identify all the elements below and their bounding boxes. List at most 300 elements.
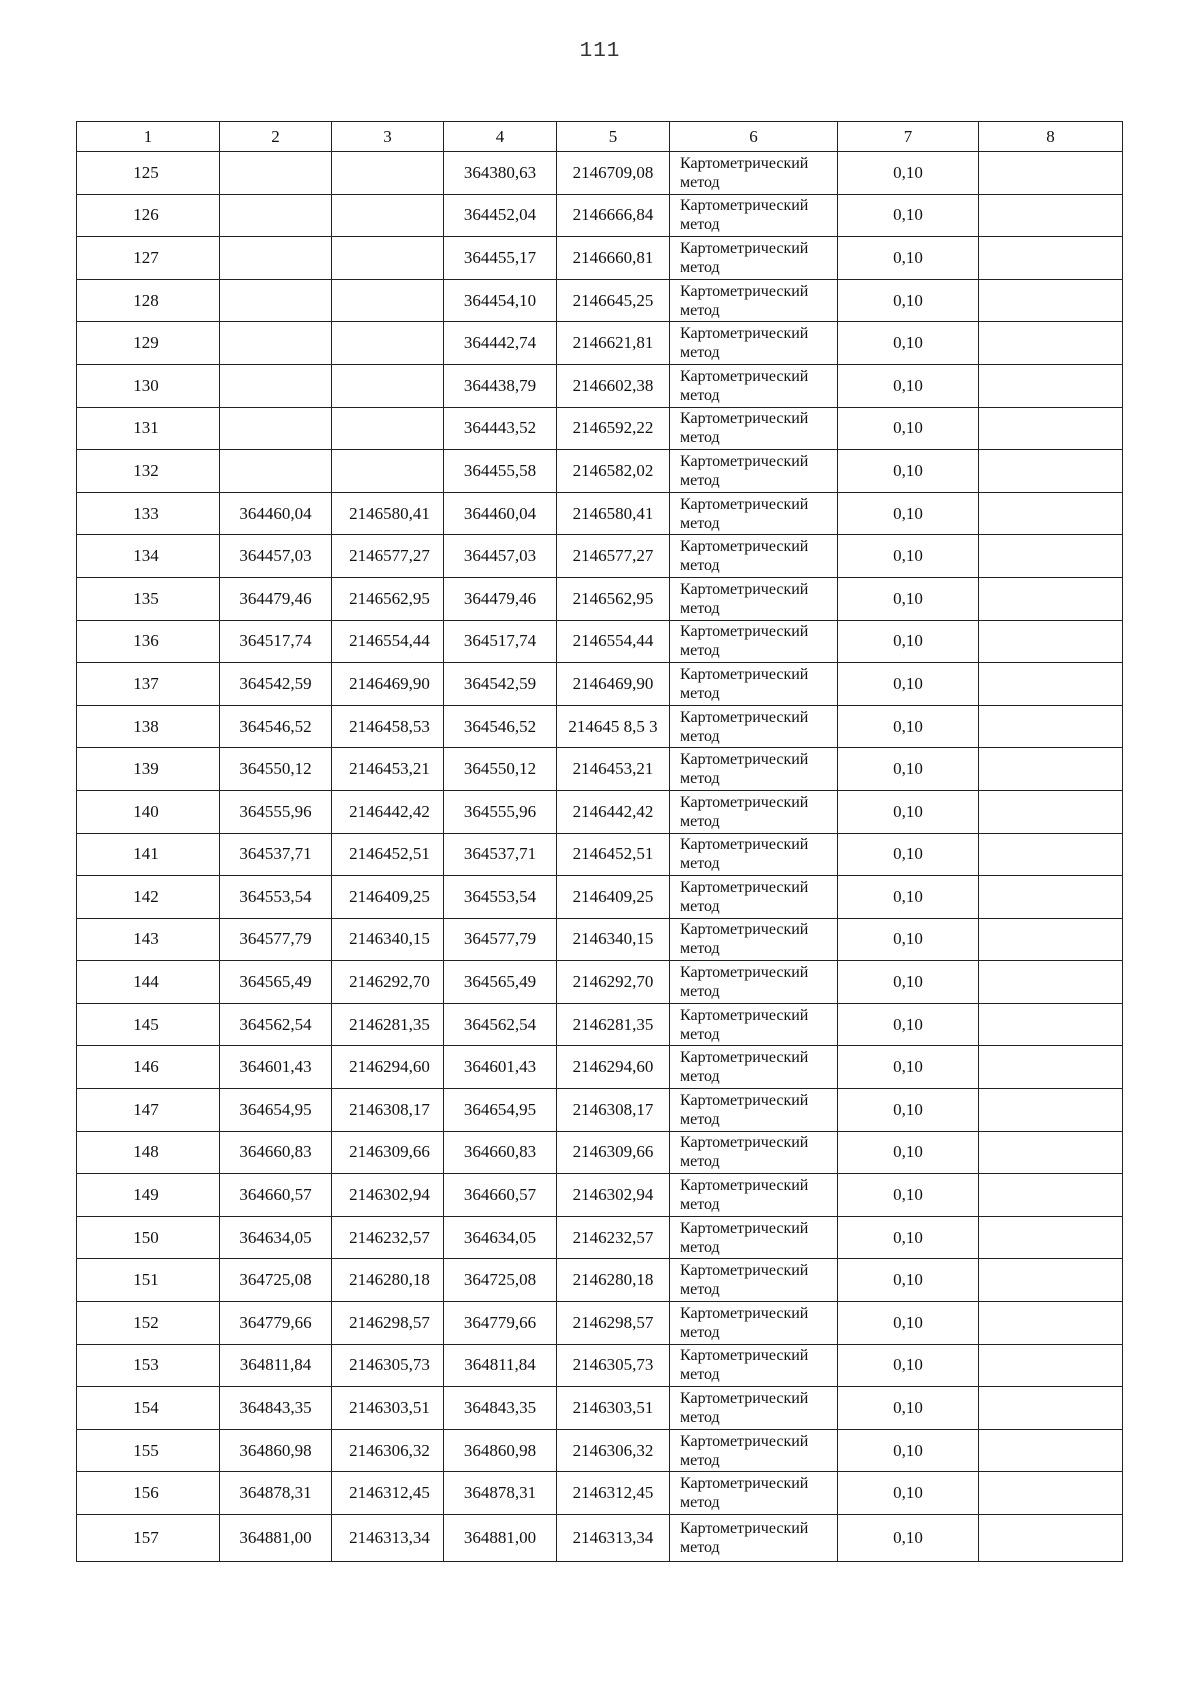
old-y-cell [332, 279, 444, 322]
method-cell [670, 535, 838, 578]
table-row [77, 279, 1123, 322]
accuracy-cell: 0,10 [838, 876, 979, 919]
old-y-cell [332, 237, 444, 280]
accuracy-cell: 0,10 [838, 1089, 979, 1132]
point-number-cell: 140 [77, 790, 220, 833]
accuracy-cell: 0,10 [838, 1174, 979, 1217]
table-row [77, 705, 1123, 748]
note-cell [979, 1472, 1123, 1515]
method-line-1: Картометрический [680, 282, 809, 300]
new-y-cell: 2146294,60 [557, 1046, 670, 1089]
old-x-cell: 364553,54 [220, 876, 332, 919]
old-y-cell: 2146232,57 [332, 1216, 444, 1259]
new-x-cell: 364565,49 [444, 961, 557, 1004]
new-y-cell: 2146582,02 [557, 450, 670, 493]
method-cell [670, 237, 838, 280]
point-number-cell: 153 [77, 1344, 220, 1387]
table-row [77, 492, 1123, 535]
method-cell [670, 1089, 838, 1132]
table-row [77, 1387, 1123, 1430]
old-x-cell: 364660,83 [220, 1131, 332, 1174]
old-x-cell: 364562,54 [220, 1003, 332, 1046]
accuracy-cell: 0,10 [838, 1472, 979, 1515]
new-x-cell: 364725,08 [444, 1259, 557, 1302]
method-line-2: метод [680, 386, 720, 404]
new-x-cell: 364577,79 [444, 918, 557, 961]
method-cell [670, 1046, 838, 1089]
note-cell [979, 833, 1123, 876]
note-cell [979, 450, 1123, 493]
old-y-cell: 2146453,21 [332, 748, 444, 791]
method-line-1: Картометрический [680, 495, 809, 513]
accuracy-cell: 0,10 [838, 961, 979, 1004]
old-x-cell: 364601,43 [220, 1046, 332, 1089]
old-x-cell: 364843,35 [220, 1387, 332, 1430]
accuracy-cell: 0,10 [838, 322, 979, 365]
old-x-cell: 364860,98 [220, 1429, 332, 1472]
column-header: 7 [838, 122, 979, 152]
accuracy-cell: 0,10 [838, 1046, 979, 1089]
new-x-cell: 364455,58 [444, 450, 557, 493]
table-row [77, 322, 1123, 365]
new-x-cell: 364881,00 [444, 1515, 557, 1562]
table-row [77, 790, 1123, 833]
method-cell [670, 152, 838, 195]
method-line-2: метод [680, 1238, 720, 1256]
new-x-cell: 364601,43 [444, 1046, 557, 1089]
old-x-cell [220, 152, 332, 195]
table-row [77, 1515, 1123, 1562]
column-header: 1 [77, 122, 220, 152]
method-line-1: Картометрический [680, 1347, 809, 1365]
accuracy-cell: 0,10 [838, 918, 979, 961]
method-line-2: метод [680, 1110, 720, 1128]
new-x-cell: 364457,03 [444, 535, 557, 578]
old-x-cell: 364577,79 [220, 918, 332, 961]
column-header: 2 [220, 122, 332, 152]
method-line-2: метод [680, 940, 720, 958]
method-cell [670, 194, 838, 237]
table-row [77, 1089, 1123, 1132]
method-cell [670, 1131, 838, 1174]
table-row [77, 663, 1123, 706]
method-line-2: метод [680, 1281, 720, 1299]
old-y-cell: 2146442,42 [332, 790, 444, 833]
method-line-2: метод [680, 301, 720, 319]
point-number-cell: 155 [77, 1429, 220, 1472]
old-y-cell: 2146409,25 [332, 876, 444, 919]
method-line-2: метод [680, 727, 720, 745]
method-cell [670, 1344, 838, 1387]
new-y-cell: 2146308,17 [557, 1089, 670, 1132]
point-number-cell: 145 [77, 1003, 220, 1046]
new-x-cell: 364811,84 [444, 1344, 557, 1387]
coordinates-table [76, 121, 1123, 1562]
point-number-cell: 134 [77, 535, 220, 578]
method-line-1: Картометрический [680, 964, 809, 982]
old-x-cell [220, 279, 332, 322]
old-y-cell: 2146313,34 [332, 1515, 444, 1562]
table-row [77, 1259, 1123, 1302]
new-y-cell: 2146303,51 [557, 1387, 670, 1430]
new-x-cell: 364553,54 [444, 876, 557, 919]
table-row [77, 407, 1123, 450]
new-y-cell: 2146302,94 [557, 1174, 670, 1217]
point-number-cell: 133 [77, 492, 220, 535]
method-line-1: Картометрический [680, 1006, 809, 1024]
new-y-cell: 2146305,73 [557, 1344, 670, 1387]
point-number-cell: 128 [77, 279, 220, 322]
point-number-cell: 135 [77, 577, 220, 620]
note-cell [979, 790, 1123, 833]
point-number-cell: 149 [77, 1174, 220, 1217]
method-line-1: Картометрический [680, 793, 809, 811]
method-cell [670, 1515, 838, 1562]
method-line-2: метод [680, 1366, 720, 1384]
old-x-cell: 364878,31 [220, 1472, 332, 1515]
accuracy-cell: 0,10 [838, 790, 979, 833]
method-line-1: Картометрический [680, 751, 809, 769]
new-y-cell: 2146312,45 [557, 1472, 670, 1515]
new-y-cell: 2146409,25 [557, 876, 670, 919]
method-line-2: метод [680, 1153, 720, 1171]
method-line-2: метод [680, 557, 720, 575]
table-row [77, 1216, 1123, 1259]
accuracy-cell: 0,10 [838, 1344, 979, 1387]
new-y-cell: 2146313,34 [557, 1515, 670, 1562]
method-cell [670, 961, 838, 1004]
method-line-2: метод [680, 1323, 720, 1341]
column-header: 5 [557, 122, 670, 152]
accuracy-cell: 0,10 [838, 620, 979, 663]
table-row [77, 535, 1123, 578]
old-x-cell: 364479,46 [220, 577, 332, 620]
new-y-cell: 2146298,57 [557, 1302, 670, 1345]
column-header: 8 [979, 122, 1123, 152]
accuracy-cell: 0,10 [838, 748, 979, 791]
new-y-cell: 2146453,21 [557, 748, 670, 791]
method-cell [670, 577, 838, 620]
method-line-1: Картометрический [680, 367, 809, 385]
new-y-cell: 2146469,90 [557, 663, 670, 706]
new-y-cell: 2146340,15 [557, 918, 670, 961]
table-row [77, 748, 1123, 791]
new-x-cell: 364878,31 [444, 1472, 557, 1515]
old-y-cell: 2146340,15 [332, 918, 444, 961]
point-number-cell: 130 [77, 364, 220, 407]
new-y-cell: 2146577,27 [557, 535, 670, 578]
new-x-cell: 364443,52 [444, 407, 557, 450]
note-cell [979, 1387, 1123, 1430]
new-x-cell: 364860,98 [444, 1429, 557, 1472]
method-cell [670, 1387, 838, 1430]
point-number-cell: 151 [77, 1259, 220, 1302]
new-x-cell: 364380,63 [444, 152, 557, 195]
new-x-cell: 364442,74 [444, 322, 557, 365]
method-line-2: метод [680, 1409, 720, 1427]
accuracy-cell: 0,10 [838, 279, 979, 322]
method-cell [670, 876, 838, 919]
old-y-cell: 2146298,57 [332, 1302, 444, 1345]
old-x-cell: 364811,84 [220, 1344, 332, 1387]
method-line-1: Картометрический [680, 921, 809, 939]
point-number-cell: 154 [77, 1387, 220, 1430]
note-cell [979, 1344, 1123, 1387]
new-x-cell: 364542,59 [444, 663, 557, 706]
table-row [77, 364, 1123, 407]
new-y-cell: 2146306,32 [557, 1429, 670, 1472]
note-cell [979, 279, 1123, 322]
method-line-1: Картометрический [680, 154, 809, 172]
column-header: 6 [670, 122, 838, 152]
method-line-1: Картометрический [680, 1304, 809, 1322]
old-x-cell [220, 407, 332, 450]
method-cell [670, 1429, 838, 1472]
accuracy-cell: 0,10 [838, 1387, 979, 1430]
method-line-2: метод [680, 1196, 720, 1214]
note-cell [979, 1302, 1123, 1345]
method-cell [670, 279, 838, 322]
method-cell [670, 918, 838, 961]
point-number-cell: 156 [77, 1472, 220, 1515]
point-number-cell: 157 [77, 1515, 220, 1562]
new-x-cell: 364843,35 [444, 1387, 557, 1430]
old-x-cell: 364565,49 [220, 961, 332, 1004]
method-cell [670, 492, 838, 535]
old-y-cell: 2146292,70 [332, 961, 444, 1004]
method-line-2: метод [680, 1451, 720, 1469]
note-cell [979, 961, 1123, 1004]
old-y-cell: 2146452,51 [332, 833, 444, 876]
method-line-1: Картометрический [680, 197, 809, 215]
note-cell [979, 1046, 1123, 1089]
old-y-cell: 2146580,41 [332, 492, 444, 535]
old-y-cell: 2146562,95 [332, 577, 444, 620]
new-y-cell: 2146442,42 [557, 790, 670, 833]
old-x-cell [220, 237, 332, 280]
column-header: 3 [332, 122, 444, 152]
note-cell [979, 1174, 1123, 1217]
method-cell [670, 1472, 838, 1515]
old-x-cell [220, 450, 332, 493]
old-y-cell: 2146312,45 [332, 1472, 444, 1515]
table-row [77, 1429, 1123, 1472]
accuracy-cell: 0,10 [838, 450, 979, 493]
old-x-cell [220, 322, 332, 365]
accuracy-cell: 0,10 [838, 1302, 979, 1345]
old-y-cell: 2146306,32 [332, 1429, 444, 1472]
table-row [77, 450, 1123, 493]
old-y-cell: 2146305,73 [332, 1344, 444, 1387]
accuracy-cell: 0,10 [838, 833, 979, 876]
note-cell [979, 1216, 1123, 1259]
note-cell [979, 407, 1123, 450]
accuracy-cell: 0,10 [838, 1259, 979, 1302]
old-y-cell: 2146469,90 [332, 663, 444, 706]
new-y-cell: 2146281,35 [557, 1003, 670, 1046]
method-cell [670, 620, 838, 663]
table-row [77, 1472, 1123, 1515]
old-y-cell [332, 152, 444, 195]
method-line-2: метод [680, 344, 720, 362]
new-x-cell: 364479,46 [444, 577, 557, 620]
point-number-cell: 146 [77, 1046, 220, 1089]
table-row [77, 620, 1123, 663]
column-header: 4 [444, 122, 557, 152]
new-y-cell: 2146580,41 [557, 492, 670, 535]
note-cell [979, 577, 1123, 620]
method-line-2: метод [680, 684, 720, 702]
method-line-2: метод [680, 173, 720, 191]
accuracy-cell: 0,10 [838, 577, 979, 620]
method-line-1: Картометрический [680, 708, 809, 726]
new-x-cell: 364517,74 [444, 620, 557, 663]
method-line-1: Картометрический [680, 1520, 809, 1537]
new-x-cell: 364660,57 [444, 1174, 557, 1217]
method-line-2: метод [680, 471, 720, 489]
method-line-1: Картометрический [680, 325, 809, 343]
method-cell [670, 450, 838, 493]
note-cell [979, 663, 1123, 706]
new-y-cell: 214645 8,5 3 [557, 705, 670, 748]
old-x-cell: 364546,52 [220, 705, 332, 748]
accuracy-cell: 0,10 [838, 705, 979, 748]
point-number-cell: 126 [77, 194, 220, 237]
note-cell [979, 535, 1123, 578]
new-x-cell: 364438,79 [444, 364, 557, 407]
old-y-cell [332, 364, 444, 407]
point-number-cell: 132 [77, 450, 220, 493]
table-row [77, 1174, 1123, 1217]
method-line-2: метод [680, 770, 720, 788]
method-cell [670, 1003, 838, 1046]
old-y-cell [332, 450, 444, 493]
method-line-2: метод [680, 1494, 720, 1512]
note-cell [979, 1131, 1123, 1174]
table-row [77, 237, 1123, 280]
old-y-cell: 2146577,27 [332, 535, 444, 578]
method-line-2: метод [680, 1025, 720, 1043]
method-line-1: Картометрический [680, 538, 809, 556]
new-y-cell: 2146660,81 [557, 237, 670, 280]
method-line-2: метод [680, 812, 720, 830]
method-line-1: Картометрический [680, 1134, 809, 1152]
method-line-2: метод [680, 429, 720, 447]
page-number: 111 [579, 40, 621, 63]
new-x-cell: 364779,66 [444, 1302, 557, 1345]
method-line-1: Картометрический [680, 1049, 809, 1067]
accuracy-cell: 0,10 [838, 1429, 979, 1472]
old-x-cell: 364634,05 [220, 1216, 332, 1259]
point-number-cell: 142 [77, 876, 220, 919]
new-y-cell: 2146562,95 [557, 577, 670, 620]
method-line-1: Картометрический [680, 1219, 809, 1237]
new-x-cell: 364452,04 [444, 194, 557, 237]
note-cell [979, 876, 1123, 919]
accuracy-cell: 0,10 [838, 364, 979, 407]
table-row [77, 152, 1123, 195]
method-line-2: метод [680, 599, 720, 617]
method-line-1: Картометрический [680, 1432, 809, 1450]
new-y-cell: 2146292,70 [557, 961, 670, 1004]
old-x-cell: 364555,96 [220, 790, 332, 833]
new-x-cell: 364455,17 [444, 237, 557, 280]
method-line-1: Картометрический [680, 452, 809, 470]
old-x-cell: 364460,04 [220, 492, 332, 535]
new-y-cell: 2146280,18 [557, 1259, 670, 1302]
old-x-cell: 364550,12 [220, 748, 332, 791]
old-x-cell: 364542,59 [220, 663, 332, 706]
method-line-1: Картометрический [680, 1091, 809, 1109]
method-line-2: метод [680, 1539, 720, 1556]
method-line-2: метод [680, 897, 720, 915]
note-cell [979, 237, 1123, 280]
method-cell [670, 705, 838, 748]
old-y-cell: 2146302,94 [332, 1174, 444, 1217]
point-number-cell: 127 [77, 237, 220, 280]
note-cell [979, 1259, 1123, 1302]
accuracy-cell: 0,10 [838, 1131, 979, 1174]
accuracy-cell: 0,10 [838, 194, 979, 237]
method-line-1: Картометрический [680, 1177, 809, 1195]
old-x-cell: 364725,08 [220, 1259, 332, 1302]
method-line-2: метод [680, 642, 720, 660]
point-number-cell: 137 [77, 663, 220, 706]
point-number-cell: 138 [77, 705, 220, 748]
table-row [77, 1131, 1123, 1174]
old-y-cell: 2146554,44 [332, 620, 444, 663]
method-line-1: Картометрический [680, 1390, 809, 1408]
old-x-cell: 364654,95 [220, 1089, 332, 1132]
new-x-cell: 364555,96 [444, 790, 557, 833]
method-cell [670, 748, 838, 791]
new-y-cell: 2146232,57 [557, 1216, 670, 1259]
method-line-2: метод [680, 216, 720, 234]
table-row [77, 918, 1123, 961]
point-number-cell: 129 [77, 322, 220, 365]
point-number-cell: 139 [77, 748, 220, 791]
accuracy-cell: 0,10 [838, 237, 979, 280]
old-y-cell: 2146308,17 [332, 1089, 444, 1132]
new-x-cell: 364654,95 [444, 1089, 557, 1132]
table-row [77, 1046, 1123, 1089]
method-cell [670, 364, 838, 407]
point-number-cell: 143 [77, 918, 220, 961]
method-cell [670, 407, 838, 450]
new-y-cell: 2146709,08 [557, 152, 670, 195]
method-line-2: метод [680, 258, 720, 276]
new-x-cell: 364550,12 [444, 748, 557, 791]
new-x-cell: 364546,52 [444, 705, 557, 748]
method-line-1: Картометрический [680, 836, 809, 854]
point-number-cell: 131 [77, 407, 220, 450]
point-number-cell: 136 [77, 620, 220, 663]
note-cell [979, 705, 1123, 748]
method-cell [670, 790, 838, 833]
method-line-1: Картометрический [680, 580, 809, 598]
point-number-cell: 141 [77, 833, 220, 876]
table-header-row [77, 122, 1123, 152]
accuracy-cell: 0,10 [838, 1216, 979, 1259]
method-cell [670, 1216, 838, 1259]
method-line-2: метод [680, 983, 720, 1001]
method-line-1: Картометрический [680, 665, 809, 683]
old-x-cell: 364779,66 [220, 1302, 332, 1345]
method-line-1: Картометрический [680, 1475, 809, 1493]
point-number-cell: 147 [77, 1089, 220, 1132]
new-x-cell: 364537,71 [444, 833, 557, 876]
note-cell [979, 322, 1123, 365]
